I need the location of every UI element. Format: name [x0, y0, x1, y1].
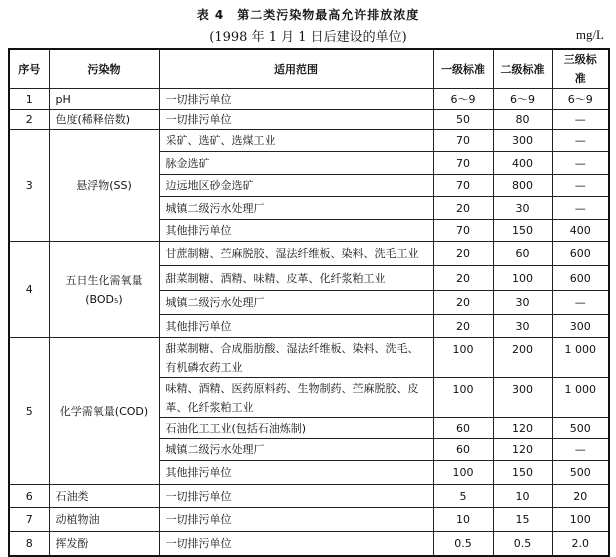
standard-value: 70 — [433, 175, 493, 197]
scope-cell: 一切排污单位 — [159, 485, 433, 508]
standard-value: — — [552, 130, 609, 152]
standard-value: 300 — [552, 315, 609, 338]
standard-value: 800 — [493, 175, 552, 197]
standard-value: 5 — [433, 485, 493, 508]
scope-cell: 其他排污单位 — [159, 315, 433, 338]
standard-value: 100 — [433, 338, 493, 378]
table-row — [9, 130, 609, 152]
standard-value: 100 — [493, 266, 552, 291]
scope-cell: 其他排污单位 — [159, 461, 433, 485]
table-row — [9, 532, 609, 556]
pollutant-name: 动植物油 — [49, 508, 159, 532]
row-number: 3 — [9, 130, 49, 242]
scope-cell: 城镇二级污水处理厂 — [159, 439, 433, 461]
standard-value: 500 — [552, 461, 609, 485]
standard-value: 1 000 — [552, 338, 609, 378]
table-subtitle: (1998 年 1 月 1 日后建设的单位) — [209, 30, 407, 45]
table-row — [9, 338, 609, 378]
standard-value: 150 — [493, 461, 552, 485]
standard-value: — — [552, 152, 609, 175]
table-row — [9, 89, 609, 110]
standard-value: 0.5 — [493, 532, 552, 556]
standard-value: 60 — [433, 439, 493, 461]
standard-value: — — [552, 197, 609, 220]
standard-value: 300 — [493, 130, 552, 152]
unit-label: mg/L — [575, 27, 604, 42]
scope-cell: 脉金选矿 — [159, 152, 433, 175]
table-row — [9, 508, 609, 532]
pollutant-name: 化学需氧量(COD) — [49, 338, 159, 485]
standard-value: 200 — [493, 338, 552, 378]
scope-cell: 石油化工工业(包括石油炼制) — [159, 418, 433, 439]
scope-cell: 城镇二级污水处理厂 — [159, 197, 433, 220]
standard-value: 10 — [433, 508, 493, 532]
standard-value: 70 — [433, 220, 493, 242]
row-number: 6 — [9, 485, 49, 508]
row-number: 7 — [9, 508, 49, 532]
table-row — [9, 110, 609, 130]
header-row — [9, 49, 609, 89]
standard-value: 70 — [433, 152, 493, 175]
pollutant-name: 色度(稀释倍数) — [49, 110, 159, 130]
row-number: 1 — [9, 89, 49, 110]
standard-value: — — [552, 291, 609, 315]
scope-cell: 甜菜制糖、合成脂肪酸、湿法纤维板、染料、洗毛、有机磷农药工业 — [159, 338, 433, 378]
pollutant-name: 五日生化需氧量 (BOD₅) — [49, 242, 159, 338]
scope-cell: 城镇二级污水处理厂 — [159, 291, 433, 315]
table-row — [9, 242, 609, 266]
scope-cell: 边远地区砂金选矿 — [159, 175, 433, 197]
standard-value: 30 — [493, 197, 552, 220]
standard-value: — — [552, 110, 609, 130]
standard-value: 60 — [493, 242, 552, 266]
column-header: 三级标准 — [552, 49, 609, 89]
standard-value: 600 — [552, 266, 609, 291]
scope-cell: 其他排污单位 — [159, 220, 433, 242]
scope-cell: 甘蔗制糖、苎麻脱胶、湿法纤维板、染料、洗毛工业 — [159, 242, 433, 266]
column-header: 适用范围 — [159, 49, 433, 89]
standard-value: 100 — [433, 461, 493, 485]
standard-value: 20 — [433, 315, 493, 338]
standard-value: 120 — [493, 439, 552, 461]
standard-value: 20 — [552, 485, 609, 508]
standard-value: 30 — [493, 315, 552, 338]
standard-value: 400 — [493, 152, 552, 175]
standard-value: 20 — [433, 197, 493, 220]
standard-value: 500 — [552, 418, 609, 439]
standard-value: 20 — [433, 266, 493, 291]
row-number: 5 — [9, 338, 49, 485]
scope-cell: 一切排污单位 — [159, 532, 433, 556]
scope-cell: 一切排污单位 — [159, 508, 433, 532]
standard-value: 6～9 — [552, 89, 609, 110]
standard-value: — — [552, 439, 609, 461]
pollutant-table — [8, 48, 610, 557]
standard-value: 0.5 — [433, 532, 493, 556]
pollutant-name: 悬浮物(SS) — [49, 130, 159, 242]
table-row — [9, 485, 609, 508]
scope-cell: 甜菜制糖、酒精、味精、皮革、化纤浆粕工业 — [159, 266, 433, 291]
standard-value: 100 — [433, 378, 493, 418]
column-header: 二级标准 — [493, 49, 552, 89]
scope-cell: 一切排污单位 — [159, 110, 433, 130]
row-number: 2 — [9, 110, 49, 130]
row-number: 4 — [9, 242, 49, 338]
standard-value: 120 — [493, 418, 552, 439]
pollutant-name: pH — [49, 89, 159, 110]
standard-value: 50 — [433, 110, 493, 130]
row-number: 8 — [9, 532, 49, 556]
pollutant-name: 挥发酚 — [49, 532, 159, 556]
column-header: 一级标准 — [433, 49, 493, 89]
standard-value: 15 — [493, 508, 552, 532]
scope-cell: 味精、酒精、医药原料药、生物制药、苎麻脱胶、皮革、化纤浆粕工业 — [159, 378, 433, 418]
standard-value: 20 — [433, 291, 493, 315]
standard-value: 30 — [493, 291, 552, 315]
standard-value: 400 — [552, 220, 609, 242]
standard-value: 80 — [493, 110, 552, 130]
table-title: 表 4 第二类污染物最高允许排放浓度 — [196, 8, 420, 22]
standard-value: 60 — [433, 418, 493, 439]
column-header: 污染物 — [49, 49, 159, 89]
standard-value: 6～9 — [493, 89, 552, 110]
standard-value: 20 — [433, 242, 493, 266]
standard-value: — — [552, 175, 609, 197]
standard-value: 150 — [493, 220, 552, 242]
standard-value: 2.0 — [552, 532, 609, 556]
scope-cell: 一切排污单位 — [159, 89, 433, 110]
standard-value: 300 — [493, 378, 552, 418]
column-header: 序号 — [9, 49, 49, 89]
standard-value: 70 — [433, 130, 493, 152]
standard-value: 1 000 — [552, 378, 609, 418]
standard-value: 600 — [552, 242, 609, 266]
pollutant-name: 石油类 — [49, 485, 159, 508]
scope-cell: 采矿、选矿、选煤工业 — [159, 130, 433, 152]
standard-value: 6～9 — [433, 89, 493, 110]
standard-value: 100 — [552, 508, 609, 532]
standard-value: 10 — [493, 485, 552, 508]
